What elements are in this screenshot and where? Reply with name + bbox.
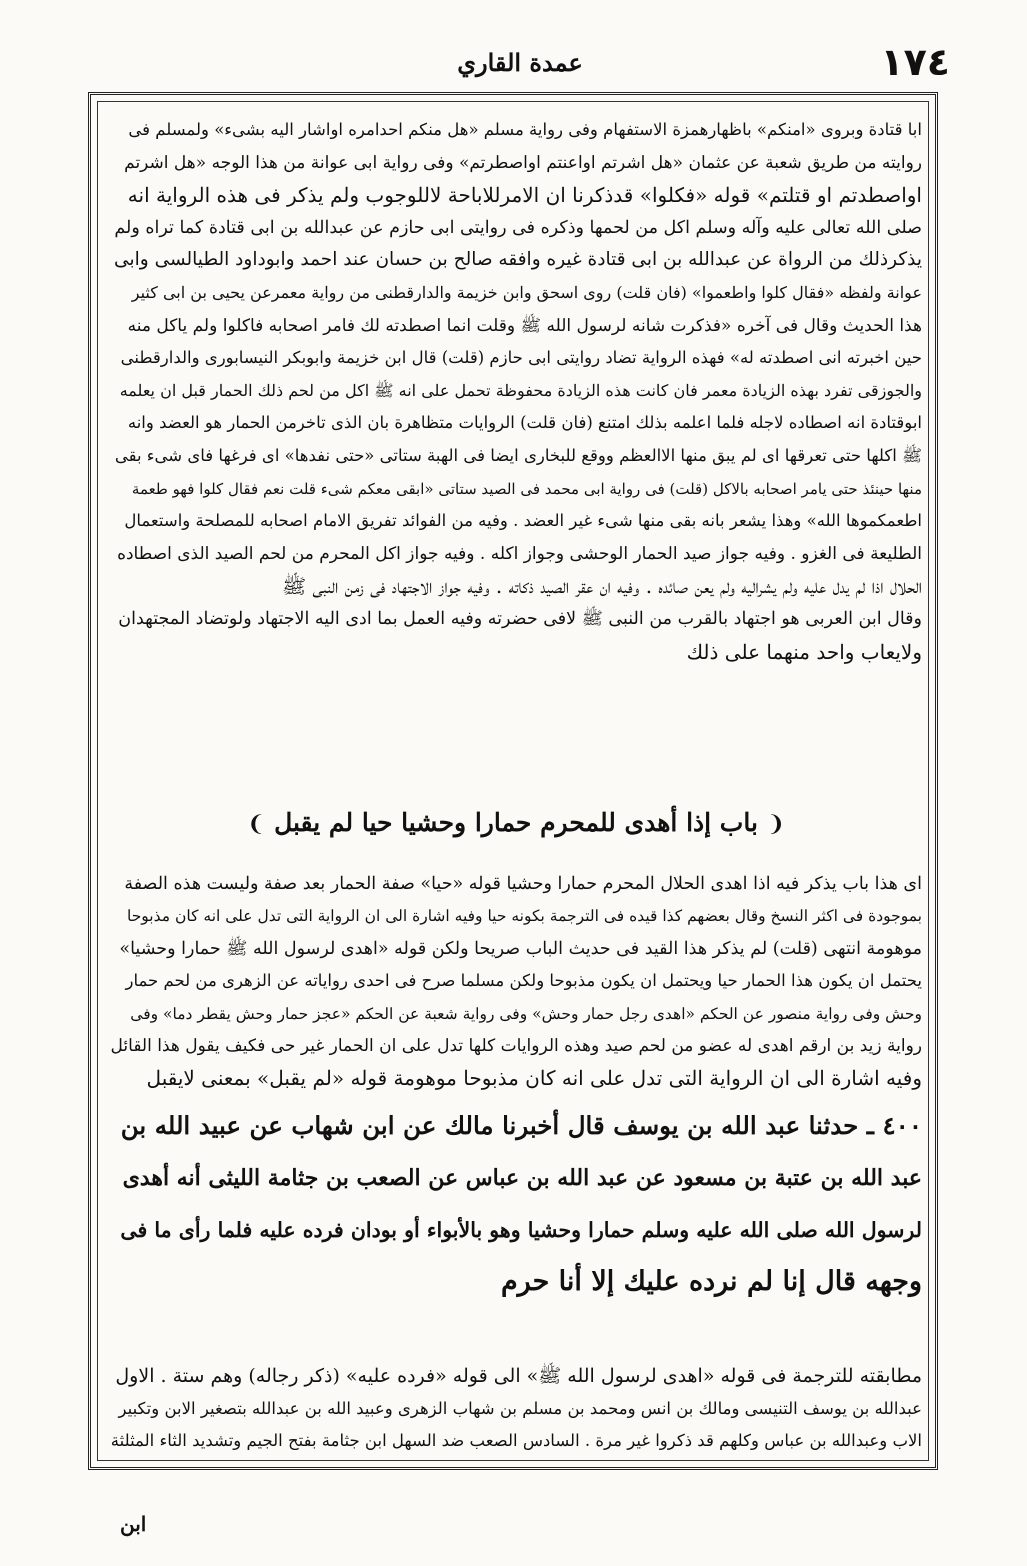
chapter-title: باب إذا أهدى للمحرم حمارا وحشيا حيا لم يقبل [274, 808, 758, 837]
commentary-line: موهومة انتهى (قلت) لم يذكر هذا القيد فى حديث الباب صريحا ولكن قوله «اهدى لرسول الله ﷺ حمارا وحشيا» [119, 938, 922, 959]
heading-ornament-right: ❨ [766, 812, 786, 837]
commentary-line: مطابقته للترجمة فى قوله «اهدى لرسول الله ﷺ» الى قوله «فرده عليه» (ذكر رجاله) وهم ستة . الاول [115, 1365, 922, 1387]
chapter-heading [110, 808, 922, 848]
commentary-line: ابوقتادة انه اصطاده لاجله فلما اعلمه بذلك امتنع (فان قلت) الروايات متظاهرة بان الذى تاخرمن الحمار هو العضد وانه [127, 413, 922, 433]
commentary-line: اواصطدتم او قتلتم» قوله «فكلوا» قدذكرنا ان الامرللاباحة لاللوجوب ولم يذكر فى هذه الرواية انه [127, 183, 922, 208]
commentary-bottom [110, 1360, 922, 1458]
page-number: ١٧٤ [880, 40, 950, 84]
commentary-line: الطليعة فى الغزو . وفيه جواز صيد الحمار الوحشى وجواز اكله . وفيه جواز اكل المحرم من لحم الصيد الذى اصطاده [117, 543, 922, 564]
commentary-line: ابا قتادة وبروى «امنكم» باظهارهمزة الاستفهام وفى رواية مسلم «هل منكم احدامره اواشار اليه بشىء» ولمسلم فى [128, 120, 922, 139]
commentary-line: ولايعاب واحد منهما على ذلك [686, 639, 922, 664]
page-header [90, 40, 950, 90]
commentary-line: وفيه اشارة الى ان الرواية التى تدل على انه كان مذبوحا موهومة قوله «لم يقبل» بمعنى لايقبل [146, 1066, 922, 1091]
commentary-line: بموجودة فى اكثر النسخ وقال بعضهم كذا قيده فى الترجمة بكونه حيا وفيه اشارة الى ان الرواية التى تدل على انه كان مذبوحا [127, 907, 922, 926]
commentary-line: هذا الحديث وقال فى آخره «فذكرت شانه لرسول الله ﷺ وقلت انما اصطدته لك فامر اصحابه فاكلوا ولم ياكل منه [127, 315, 922, 336]
commentary-line: عوانة ولفظه «فقال كلوا واطعموا» (فان قلت) روى اسحق وابن خزيمة والدارقطنى من رواية معمرعن يحيى بن ابى كثير [131, 282, 922, 302]
commentary-line: اطعمكموها الله» وهذا يشعر بانه بقى منها شىء غير العضد . وفيه من الفوائد تفريق الامام اصحابه للمصلحة واستعمال [124, 511, 922, 531]
commentary-line: ﷺ اكلها حتى تعرقها اى لم يبق منها الاالعظم ووقع للبخارى ايضا فى الهبة ستاتى «حتى نفدها» اى فرغها فاى شىء بقى [114, 445, 922, 465]
commentary-line: صلى الله تعالى عليه وآله وسلم اكل من لحمها وذكره فى روايتى ابى حازم عن عبدالله بن ابى قتادة كما تراه ولم [114, 217, 922, 238]
heading-ornament-left: ❩ [246, 812, 266, 837]
commentary-line: الاب وعبدالله بن عباس وكلهم قد ذكروا غير مرة . السادس الصعب ضد السهل ابن جثامة بفتح الجيم وتشديد الثاء المثلثة [110, 1431, 922, 1451]
commentary-line: اى هذا باب يذكر فيه اذا اهدى الحلال المحرم حمارا وحشيا قوله «حيا» صفة الحمار بعد صفة وليست هذه الصفة [124, 874, 922, 894]
commentary-middle [110, 868, 922, 1095]
catchword: ابن [120, 1512, 147, 1536]
hadith-line: عبد الله بن عتبة بن مسعود عن عبد الله بن عباس عن الصعب بن جثامة الليثى أنه أهدى [122, 1165, 922, 1191]
hadith-line: وجهه قال إنا لم نرده عليك إلا أنا حرم [500, 1266, 922, 1297]
commentary-line: روايته من طريق شعبة عن عثمان «هل اشرتم اواعنتم اواصطرتم» وفى رواية ابى عوانة من هذا الوجه «هل اشرتم [124, 152, 922, 173]
commentary-top [110, 114, 922, 668]
hadith-line: ٤٠٠ ـ حدثنا عبد الله بن يوسف قال أخبرنا مالك عن ابن شهاب عن عبيد الله بن [120, 1111, 922, 1140]
commentary-line: يذكرذلك من الرواة عن عبدالله بن ابى قتادة غيره وافقه صالح بن حسان عند احمد وابوداود الطيالسى وابى [114, 249, 922, 271]
running-title: عمدة القاري [457, 48, 583, 77]
commentary-line: يحتمل ان يكون هذا الحمار حيا ويحتمل ان يكون مذبوحا ولكن مسلما صرح فى احدى رواياته عن الزهرى من لحم حمار [125, 971, 922, 991]
hadith-line: لرسول الله صلى الله عليه وسلم حمارا وحشيا وهو بالأبواء أو بودان فرده عليه فلما رأى ما فى [120, 1218, 922, 1242]
commentary-line: الحلال اذا لم يدل عليه ولم يشراليه ولم يعن صائده . وفيه ان عقر الصيد ذكاته . وفيه جواز الاجتهاد فى زمن النبى ﷺ [281, 574, 922, 599]
commentary-line: حين اخبرته انى اصطدته له» فهذه الرواية تضاد روايتى ابى حازم (قلت) قال ابن خزيمة وابوبكر النيسابورى والدارقطنى [120, 348, 922, 368]
commentary-line: عبدالله بن يوسف التنيسى ومالك بن انس ومحمد بن مسلم بن شهاب الزهرى وعبيد الله بن عبدالله بتصغير الابن وتكبير [118, 1398, 922, 1418]
commentary-line: منها حينئذ حتى يامر اصحابه بالاكل (قلت) فى رواية ابى محمد فى الصيد ستاتى «ابقى معكم شىء قلت نعم فقال كلوا فهو طعمة [131, 479, 922, 498]
commentary-line: والجوزقى تفرد بهذه الزيادة معمر فان كانت هذه الزيادة محفوظة تحمل على انه ﷺ اكل من لحم ذلك الحمار قبل ان يعلمه [119, 380, 922, 400]
hadith-text [110, 1100, 922, 1308]
commentary-line: وحش وفى رواية منصور عن الحكم «اهدى رجل حمار وحش» وفى رواية شعبة عن الحكم «عجز حمار وحش يقطر دما» وفى [130, 1004, 922, 1023]
commentary-line: وقال ابن العربى هو اجتهاد بالقرب من النبى ﷺ لافى حضرته وفيه العمل بما ادى اليه الاجتهاد ولوتضاد المجتهدان [118, 608, 922, 629]
commentary-line: رواية زيد بن ارقم اهدى له عضو من لحم صيد وهذه الروايات كلها تدل على ان الحمار غير حى فكيف يقول هذا القائل [110, 1036, 922, 1057]
